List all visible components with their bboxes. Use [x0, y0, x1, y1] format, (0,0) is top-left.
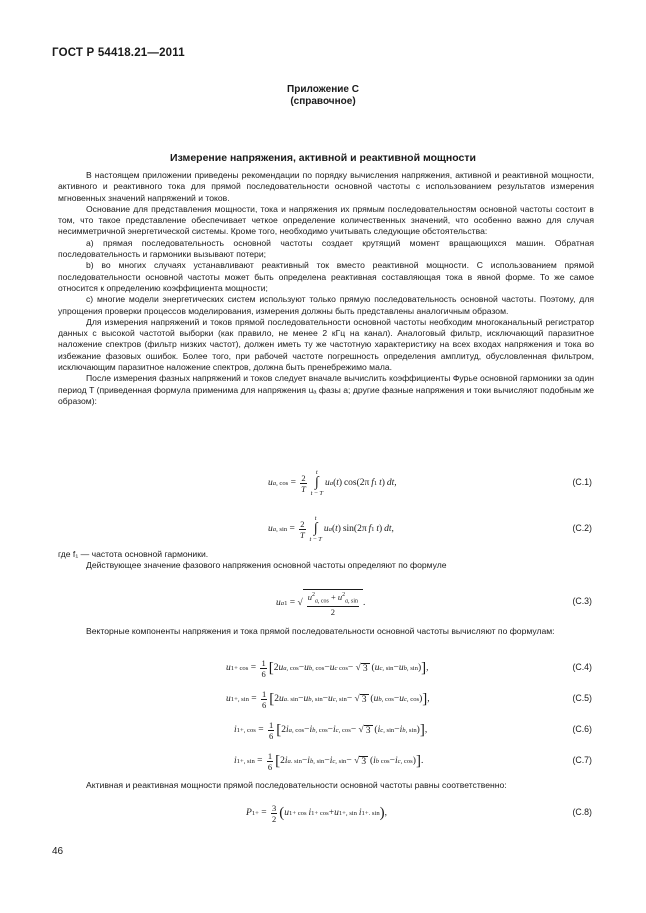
where-text: где f₁ — частота основной гармоники. — [58, 549, 209, 559]
equation-label: (С.5) — [572, 693, 592, 703]
equation-label: (С.6) — [572, 724, 592, 734]
body-text — [58, 170, 594, 407]
equation-c8: P 1+ = $\frac{3}{2}$ ( u 1+ cos i 1+ cos + u 1+, sin i 1+. sin ) , (С.8) — [246, 802, 592, 824]
page-number: 46 — [52, 846, 64, 857]
power-text: Активная и реактивная мощности прямой последовательности основной частоты равны соответственно: — [86, 780, 507, 790]
equation-label: (С.4) — [572, 662, 592, 672]
power-paragraph — [58, 780, 594, 791]
equation-c2: u a, sin = $\frac{2}{T}$ t ∫ t − T u a ( t ) sin(2π f 1 t ) dt , (С.2) — [268, 515, 592, 543]
equation-label: (С.3) — [572, 596, 592, 606]
equation-c7: i 1+, sin = $\frac{1}{6}$ [ 2 i a. sin − i b, sin − i c, sin − √ 3 ( i b cos − i c, cos ) ] . (С.7) — [234, 750, 592, 772]
paragraph: с) многие модели энергетических систем используют только прямую последовательность основной частоты. Поэтому, для упрощения проверки процессов моделирования, измерения должны быть представлены аналогичным образом. — [58, 294, 594, 316]
paragraph: В настоящем приложении приведены рекомендации по порядку вычисления напряжения, активной и реактивной мощности, активного и реактивного тока для прямой последовательности основной частоты с использованием результатов измерения мгновенных значений напряжений и токов. — [58, 170, 594, 203]
equation-c3: u a1 = √ $\frac{u^2_{a, cos} + u^2_{a, sin}}{2}$ . (С.3) — [0, 589, 646, 617]
where-line — [58, 549, 594, 572]
equation-c6: i 1+, cos = $\frac{1}{6}$ [ 2 i a, cos − i b, cos − i c, cos − √ 3 ( i c, sin − i b, sin ) ] , (С.6) — [234, 719, 592, 741]
equation-label: (С.2) — [572, 523, 592, 533]
equation-label: (С.1) — [572, 477, 592, 487]
paragraph: а) прямая последовательность основной частоты создает крутящий момент вращающихся машин. Обратная последовательность и гармоники вызывают потери; — [58, 237, 594, 260]
paragraph: Основание для представления мощности, тока и напряжения их прямым последовательностям основной частоты состоит в том, что такое представление обеспечивает четкое определение количественных значений, что особенно важно для случая несимметричной энергетической системы. Кроме того, необходимо учитывать следующие обстоятельства: — [58, 203, 594, 237]
equation-c4: u 1+ cos = $\frac{1}{6}$ [ 2 u a, cos − u b, cos − u c cos − √ 3 ( u c, sin − u b, sin ) ] , (С.4) — [226, 657, 592, 679]
paragraph: Для измерения напряжений и токов прямой последовательности основной частоты необходим многоканальный регистратор данных с высокой частотой выборки (как правило, не менее 2 кГц на канал). Аналоговый фильтр, исключающий паразитное наложение спектров (фильтр низких частот), должен иметь ту же частотную характеристику на всех входах напряжения и тока во избежание фазовых ошибок. Более того, при рабочей частоте погрешность определения амплитуд, обусловленная фильтром, исключающим паразитное наложение спектров, должна быть пренебрежимо мала. — [58, 316, 594, 373]
equation-label: (С.8) — [572, 807, 592, 817]
section-title: Измерение напряжения, активной и реактивной мощности — [170, 152, 476, 164]
equation-label: (С.7) — [572, 755, 592, 765]
equation-c1: u a, cos = $\frac{2}{T}$ t ∫ t − T u a ( t ) cos(2π f 1 t ) dt , (С.1) — [268, 469, 592, 497]
standard-header: ГОСТ Р 54418.21—2011 — [52, 47, 185, 59]
rms-text: Действующее значение фазового напряжения основной частоты определяют по формуле — [86, 560, 447, 571]
equation-c5: u 1+, sin = $\frac{1}{6}$ [ 2 u a. sin − u b, sin − u c, sin − √ 3 ( u b, cos − u c, cos ) ] , (С.5) — [226, 688, 592, 710]
appendix-title: Приложение С — [287, 84, 359, 95]
paragraph: b) во многих случаях устанавливают реактивный ток вместо реактивной мощности. С использованием прямой последовательности основной частоты может быть определена реактивная составляющая тока в явной форме. То же самое относится к определению коэффициента мощности; — [58, 260, 594, 293]
appendix-subtitle: (справочное) — [290, 96, 356, 107]
vector-text: Векторные компоненты напряжения и тока прямой последовательности основной частоты вычисляют по формулам: — [86, 626, 555, 636]
vector-paragraph — [58, 626, 594, 637]
paragraph: После измерения фазных напряжений и токов следует вначале вычислить коэффициенты Фурье основной гармоники за один период T (приведенная формула применима для напряжения uₐ фазы a; другие фазные напряжения и токи вычисляют подобным же образом): — [58, 373, 594, 406]
